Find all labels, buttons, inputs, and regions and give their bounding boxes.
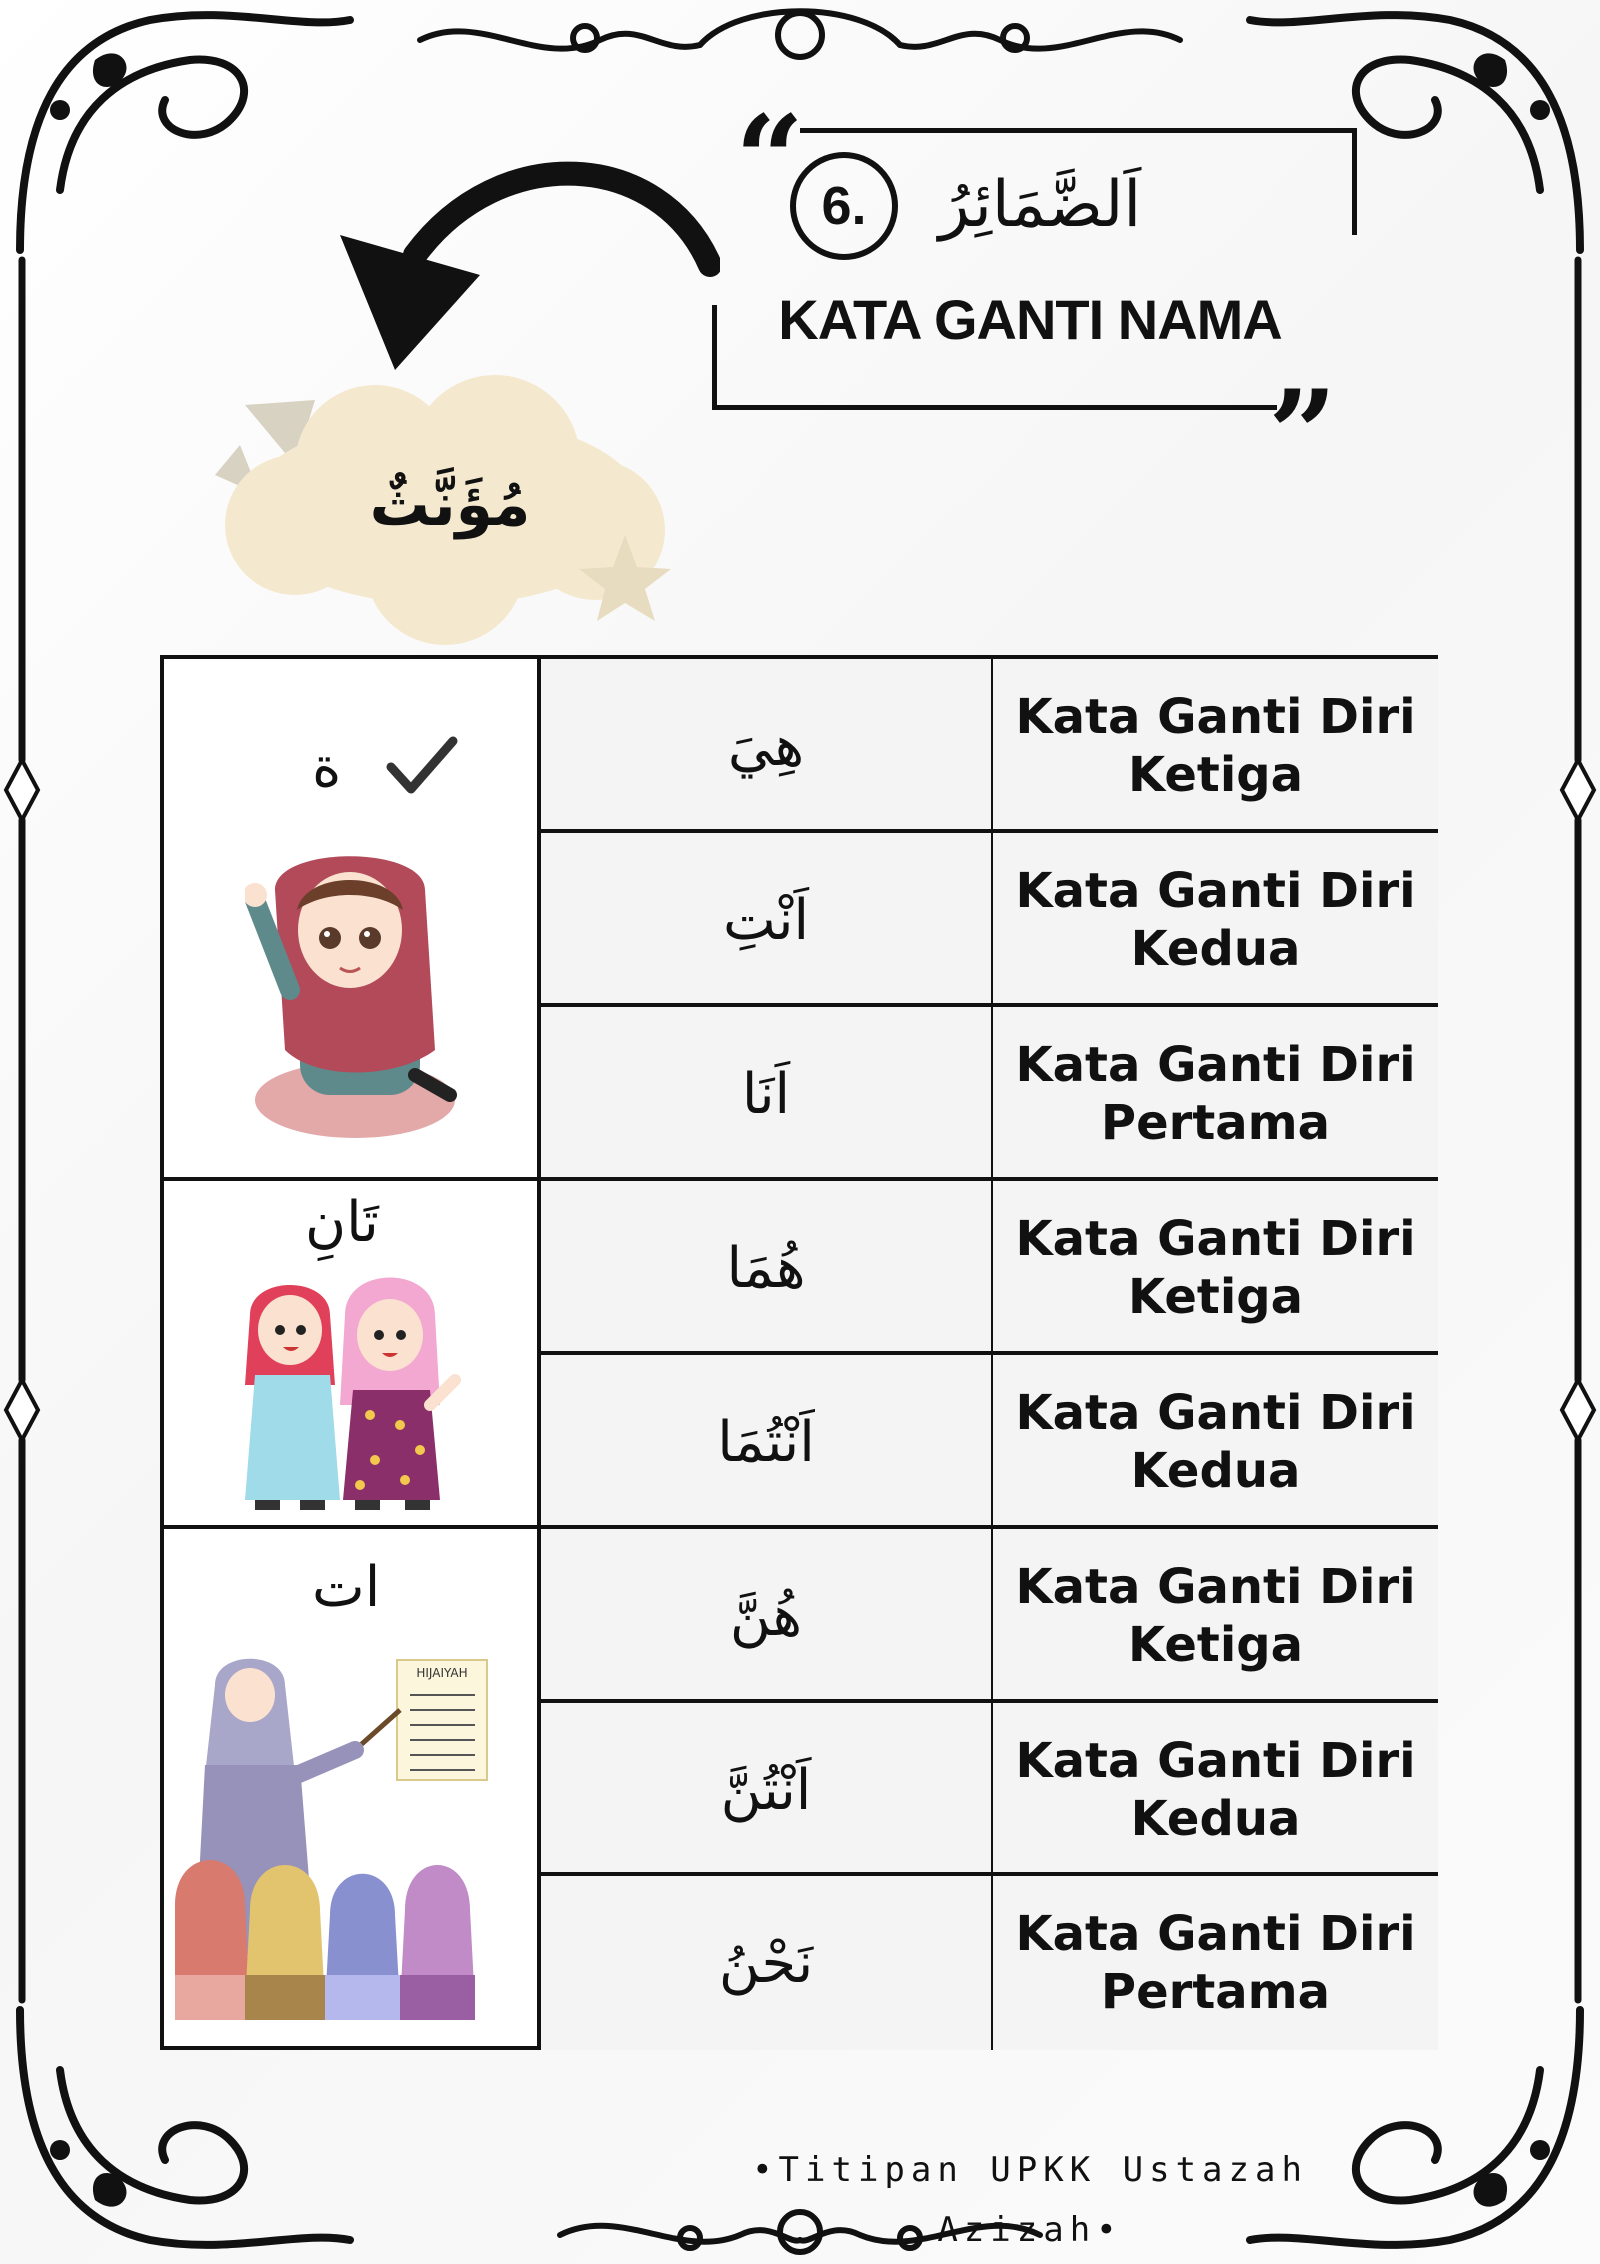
row-separator	[537, 1351, 1438, 1355]
two-girls-illustration	[235, 1275, 465, 1520]
pronoun-description: Kata Ganti Diri Kedua	[993, 1703, 1438, 1877]
suffix-ta-marbuta: ة	[312, 735, 342, 800]
title-malay: KATA GANTI NAMA	[778, 288, 1282, 351]
pronoun-arabic: اَنْتُمَا	[541, 1355, 991, 1529]
pronoun-arabic: اَنْتِ	[541, 833, 991, 1007]
pronoun-description: Kata Ganti Diri Kedua	[993, 1355, 1438, 1529]
close-quote-mark: ”	[1268, 364, 1338, 505]
pronoun-description: Kata Ganti Diri Kedua	[993, 833, 1438, 1007]
pronoun-description: Kata Ganti Diri Pertama	[993, 1876, 1438, 2050]
pronoun-description: Kata Ganti Diri Pertama	[993, 1007, 1438, 1181]
pronoun-description: Kata Ganti Diri Ketiga	[993, 659, 1438, 833]
pronoun-arabic: اَنْتُنَّ	[541, 1703, 991, 1877]
row-separator	[537, 1872, 1438, 1876]
pronoun-arabic: هُنَّ	[541, 1529, 991, 1703]
row-separator	[537, 1699, 1438, 1703]
footer-credit: •Titipan UPKK Ustazah Azizah•	[752, 2150, 1308, 2250]
title-arabic: اَلضَّمَائِرُ	[938, 168, 1142, 242]
girl-hijab-pointing-illustration	[245, 850, 475, 1140]
pronoun-arabic: هُمَا	[541, 1181, 991, 1355]
feminine-label: مُؤَنَّثٌ	[369, 470, 531, 540]
row-separator	[160, 1525, 1438, 1529]
pronoun-description: Kata Ganti Diri Ketiga	[993, 1181, 1438, 1355]
suffix-taani: تَانِ	[305, 1190, 379, 1255]
pronoun-arabic: هِيَ	[541, 659, 991, 833]
chapter-number: 6.	[790, 152, 898, 260]
pronoun-arabic: اَنَا	[541, 1007, 991, 1181]
row-separator	[537, 1003, 1438, 1007]
pronoun-description: Kata Ganti Diri Ketiga	[993, 1529, 1438, 1703]
check-icon	[385, 735, 460, 800]
row-separator	[537, 829, 1438, 833]
row-separator	[160, 1177, 1438, 1181]
pronoun-arabic: نَحْنُ	[541, 1876, 991, 2050]
teacher-and-students-illustration	[175, 1655, 530, 2035]
suffix-aat: ات	[312, 1555, 381, 1620]
open-quote-mark: “	[735, 89, 805, 230]
chart-board-label: HIJAIYAH	[416, 1666, 468, 1680]
